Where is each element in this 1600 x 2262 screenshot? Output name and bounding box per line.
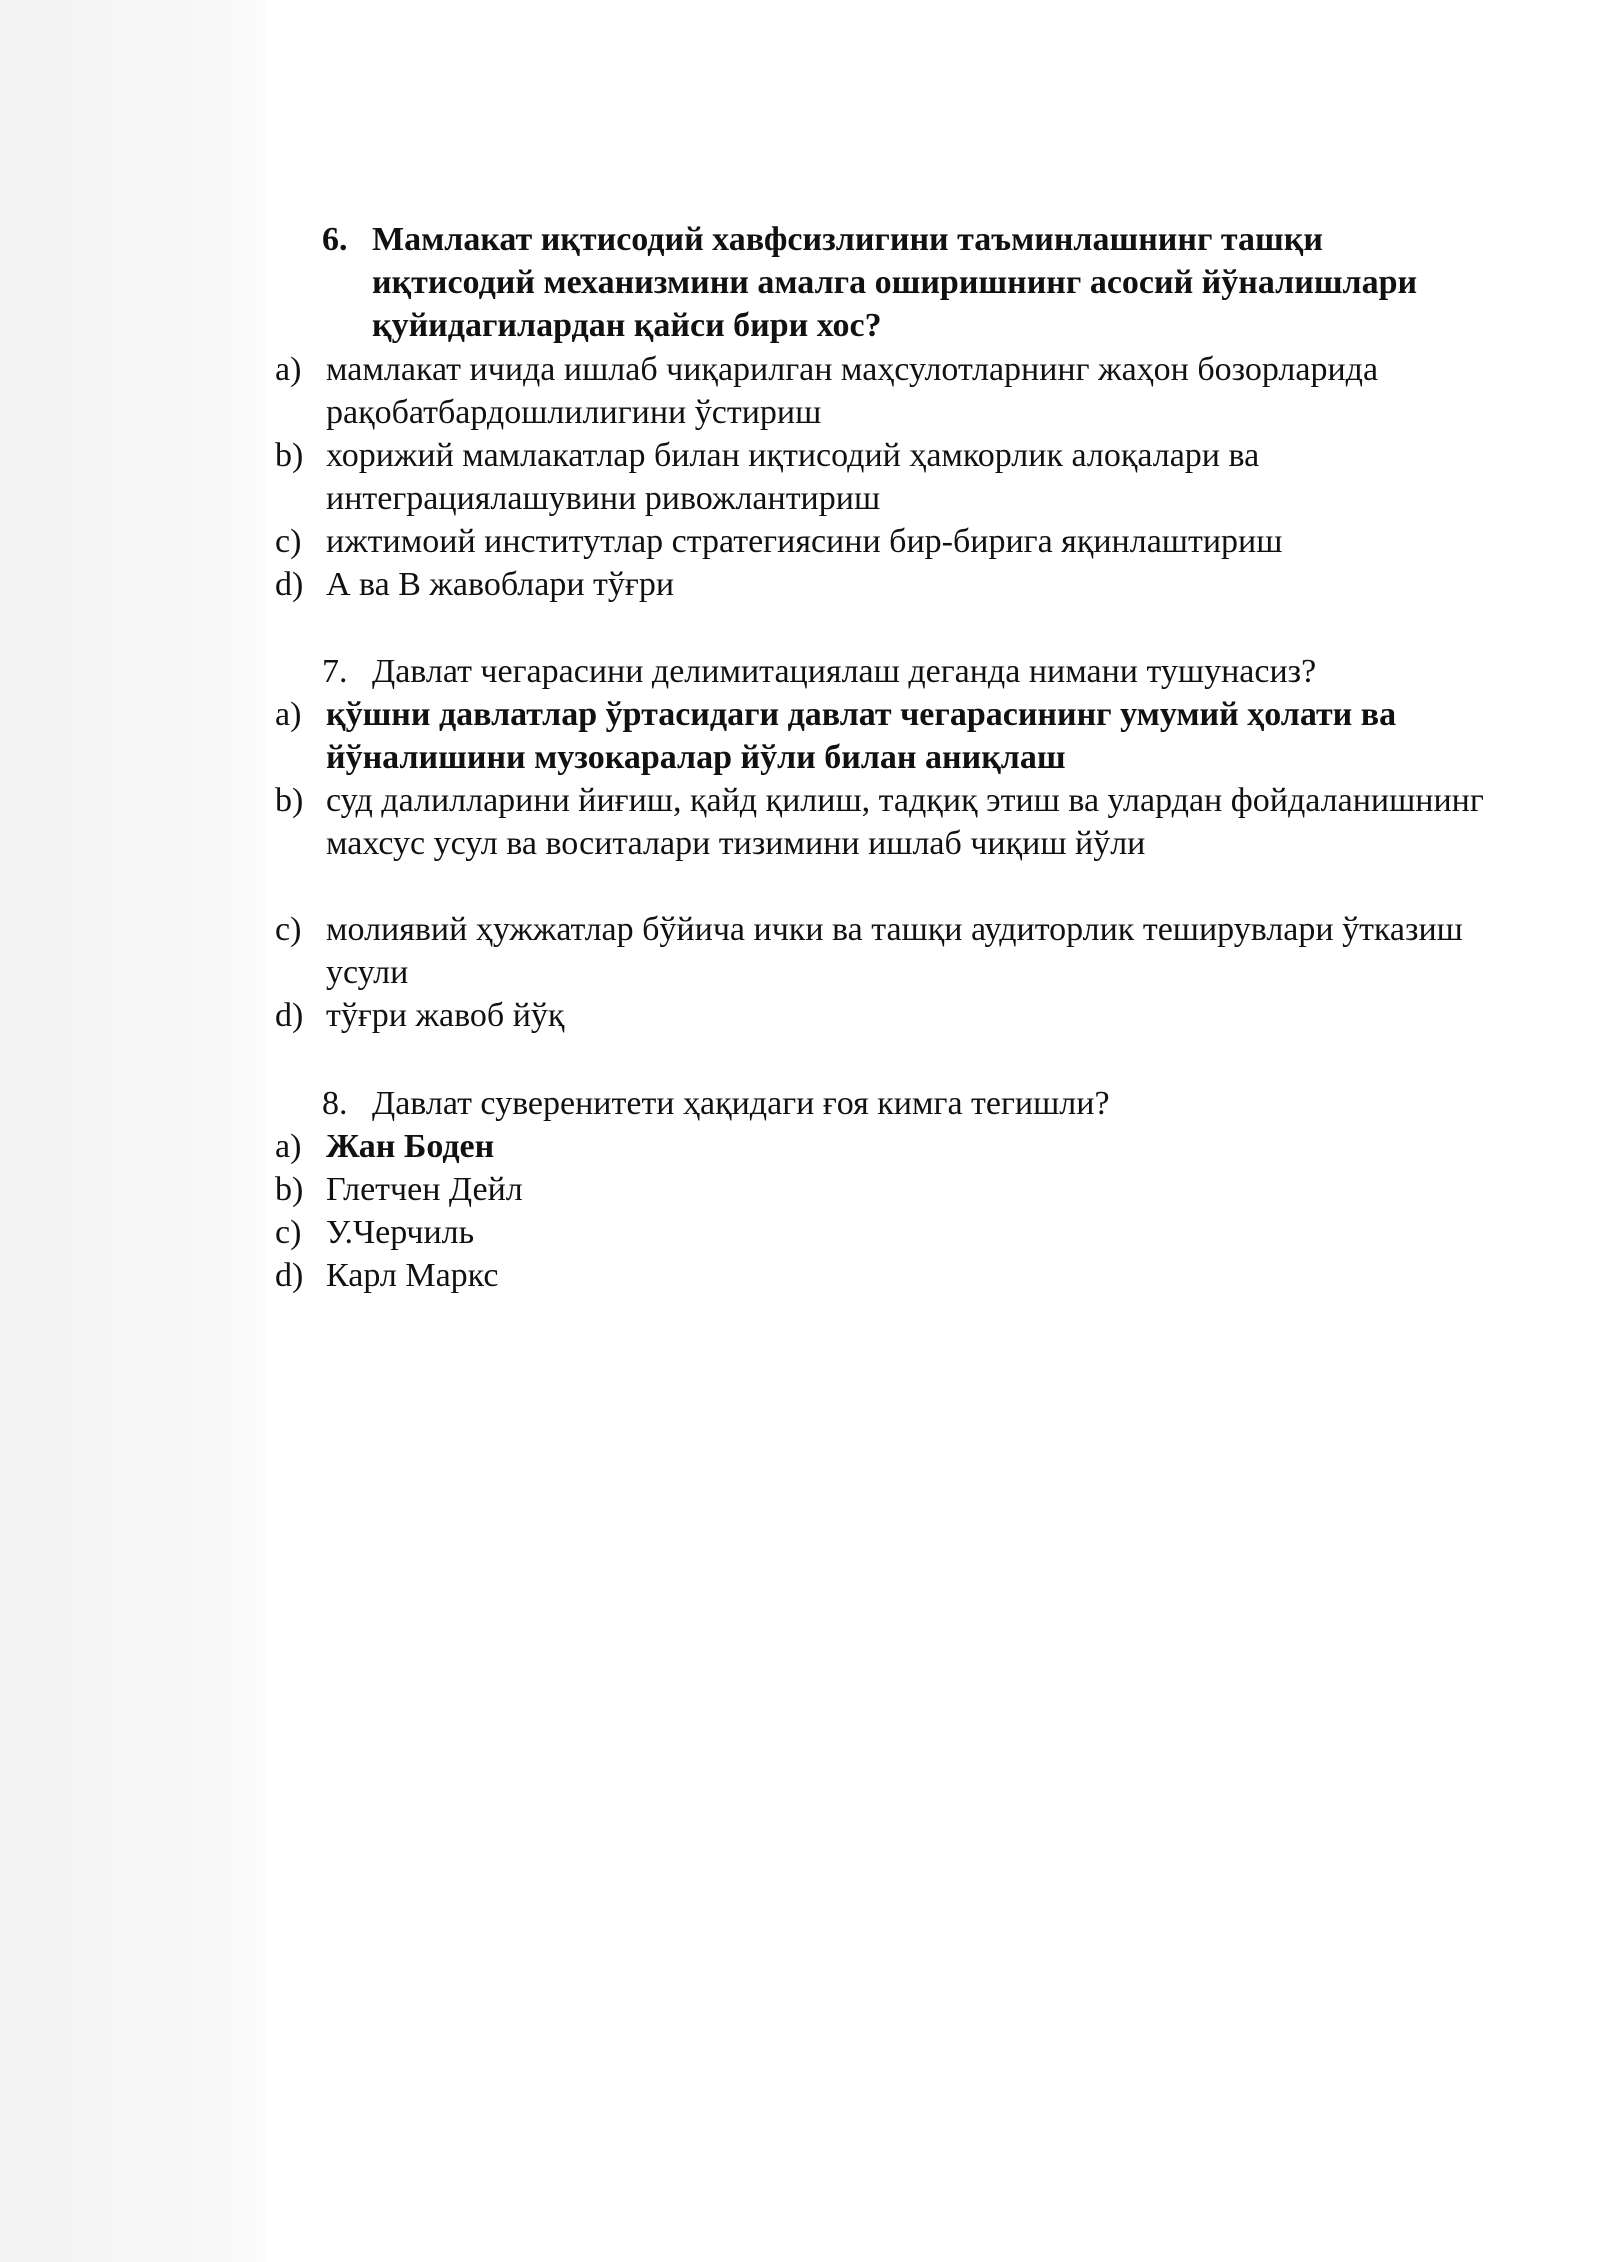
option-text: А ва В жавоблари тўғри <box>326 566 675 603</box>
question-text: Мамлакат иқтисодий хавфсизлигини таъминлашнинг ташқи иқтисодий механизмини амалга оширишнинг асосий йўналишлари қуйидагилардан қайси бири хос? <box>372 221 1418 344</box>
option-text: мамлакат ичида ишлаб чиқарилган маҳсулотларнинг жаҳон бозорларида рақобатбардошлилигини ўстириш <box>326 351 1379 431</box>
question-7 <box>322 650 1492 693</box>
option-label: d) <box>275 1257 304 1294</box>
question-6-option-d <box>275 563 1490 606</box>
question-number: 6. <box>322 221 348 258</box>
option-text: қўшни давлатлар ўртасидаги давлат чегарасининг умумий ҳолати ва йўналишини музокаралар йўли билан аниқлаш <box>326 696 1397 776</box>
question-7-option-b <box>275 779 1490 865</box>
option-text: Глетчен Дейл <box>326 1171 523 1208</box>
option-label: b) <box>275 1171 304 1208</box>
option-text: тўғри жавоб йўқ <box>326 997 565 1034</box>
question-8 <box>322 1082 1492 1125</box>
question-6-option-a <box>275 348 1490 434</box>
question-8-option-b <box>275 1168 1490 1211</box>
question-number: 7. <box>322 653 348 690</box>
question-number: 8. <box>322 1085 348 1122</box>
page-left-margin <box>0 0 265 2262</box>
option-text: молиявий ҳужжатлар бўйича ички ва ташқи аудиторлик теширувлари ўтказиш усули <box>326 911 1463 991</box>
option-label: b) <box>275 437 304 474</box>
question-6-option-c <box>275 520 1490 563</box>
option-label: b) <box>275 782 304 819</box>
question-6-option-b <box>275 434 1490 520</box>
option-text: Жан Боден <box>326 1128 495 1165</box>
question-8-option-c <box>275 1211 1490 1254</box>
option-label: d) <box>275 566 304 603</box>
option-label: a) <box>275 351 302 388</box>
question-7-option-d <box>275 994 1490 1037</box>
option-label: d) <box>275 997 304 1034</box>
option-text: хорижий мамлакатлар билан иқтисодий ҳамкорлик алоқалари ва интеграциялашувини ривожлантириш <box>326 437 1260 517</box>
option-label: c) <box>275 1214 302 1251</box>
option-label: c) <box>275 911 302 948</box>
question-text: Давлат чегарасини делимитациялаш деганда нимани тушунасиз? <box>372 653 1317 690</box>
option-text: Карл Маркс <box>326 1257 499 1294</box>
question-6 <box>322 218 1492 347</box>
option-label: c) <box>275 523 302 560</box>
question-8-option-d <box>275 1254 1490 1297</box>
question-8-option-a <box>275 1125 1490 1168</box>
option-label: a) <box>275 696 302 733</box>
question-7-option-a <box>275 693 1490 779</box>
question-text: Давлат суверенитети ҳақидаги ғоя кимга тегишли? <box>372 1085 1110 1122</box>
option-label: a) <box>275 1128 302 1165</box>
option-text: У.Черчиль <box>326 1214 475 1251</box>
question-7-option-c <box>275 908 1490 994</box>
option-text: суд далилларини йиғиш, қайд қилиш, тадқиқ этиш ва улардан фойдаланишнинг махсус усул ва воситалари тизимини ишлаб чиқиш йўли <box>326 782 1484 862</box>
option-text: ижтимоий институтлар стратегиясини бир-бирига яқинлаштириш <box>326 523 1283 560</box>
